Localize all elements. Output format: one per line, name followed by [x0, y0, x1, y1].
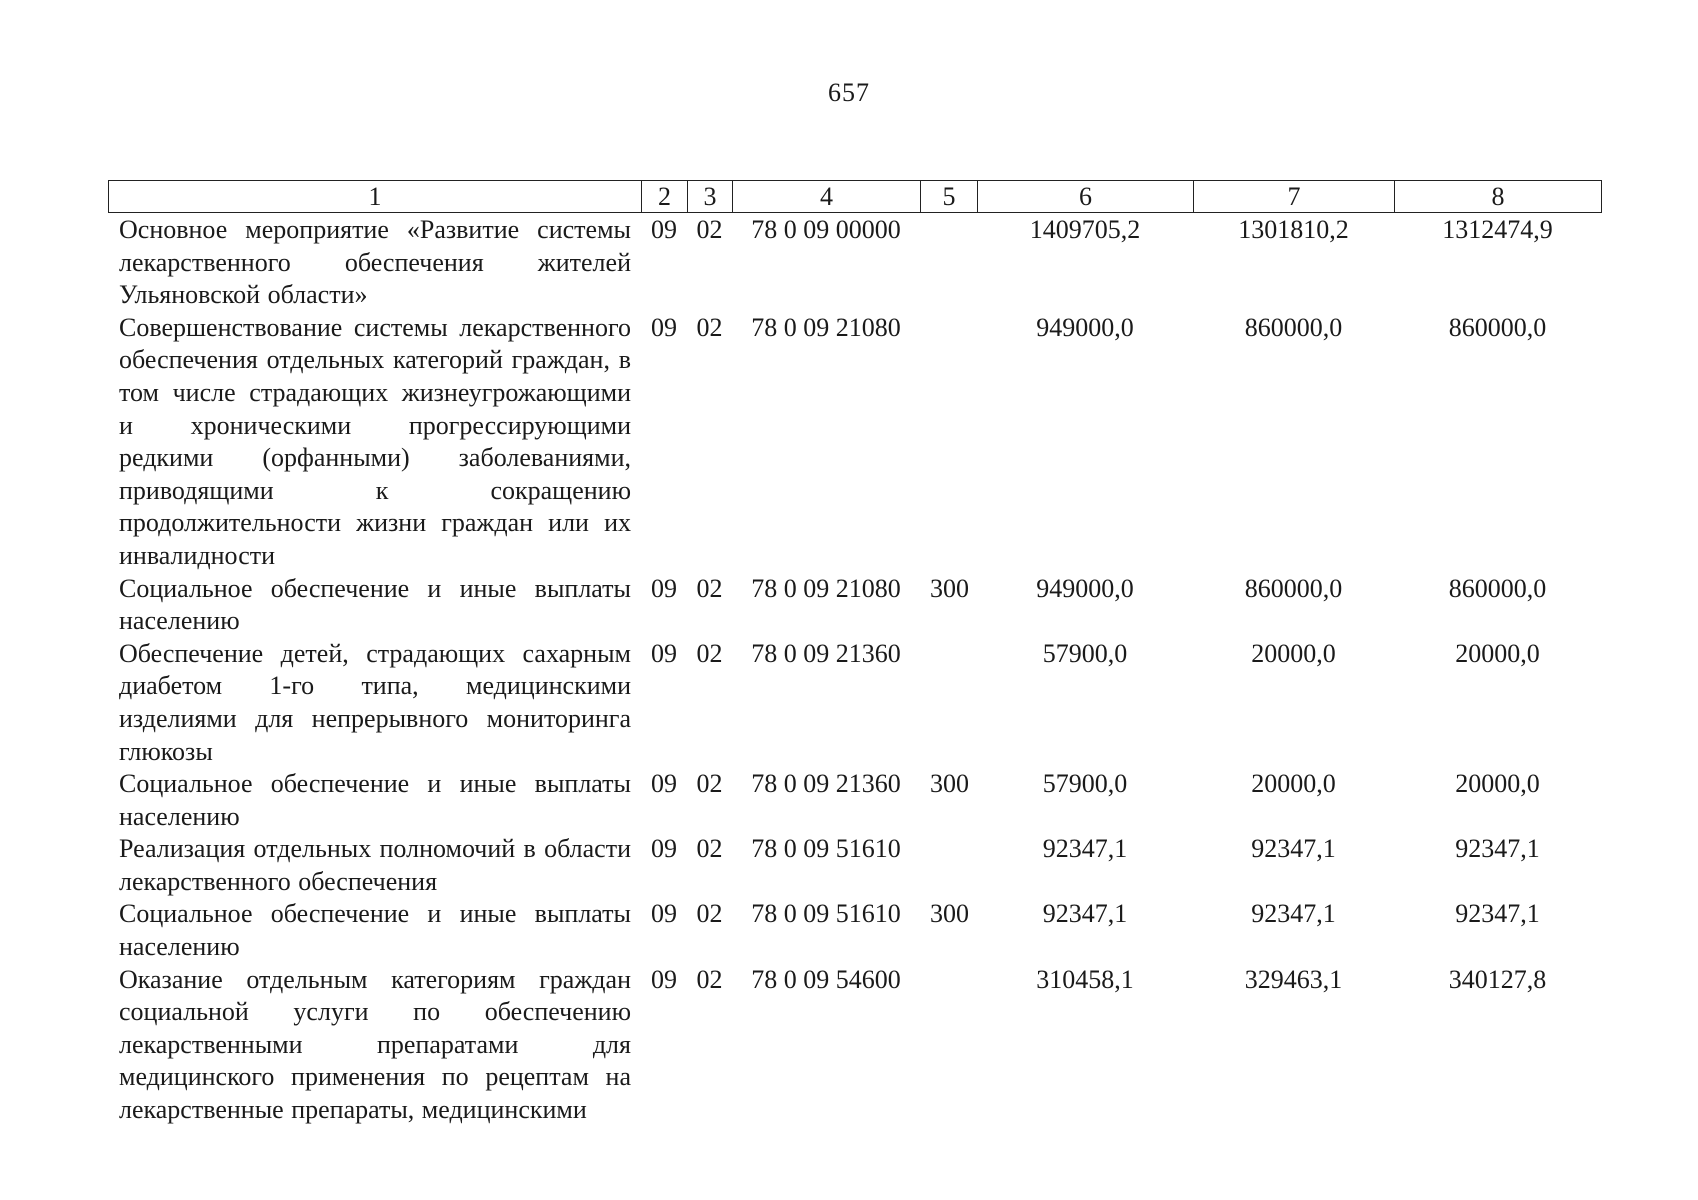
row-name: Социальное обеспечение и иные выплаты населению — [119, 769, 631, 831]
row-amount-col7: 1301810,2 — [1238, 215, 1349, 244]
row-target-code: 78 0 09 21360 — [751, 638, 901, 668]
row-target-code: 78 0 09 21360 — [751, 769, 901, 799]
row-amount-col7: 860000,0 — [1244, 312, 1343, 342]
row-amount-col8: 860000,0 — [1448, 573, 1547, 603]
row-name: Социальное обеспечение и иные выплаты населению — [119, 573, 631, 636]
row-subsection: 02 — [696, 638, 723, 668]
row-amount-col8: 1312474,9 — [1442, 215, 1553, 244]
row-name: Основное мероприятие «Развитие системы лекарственного обеспечения жителей Ульяновской области» — [119, 215, 631, 310]
row-expense-type — [920, 638, 977, 768]
row-amount-col7: 20000,0 — [1251, 769, 1336, 799]
row-subsection: 02 — [696, 769, 723, 799]
row-amount-col8: 20000,0 — [1455, 638, 1540, 668]
row-section: 09 — [651, 899, 677, 929]
table-row — [108, 214, 1601, 312]
row-amount-col6: 949000,0 — [1036, 312, 1134, 342]
row-amount-col6: 57900,0 — [1042, 638, 1128, 668]
table-row — [108, 638, 1601, 768]
row-amount-col6: 92347,1 — [1042, 834, 1128, 864]
row-amount-col7: 92347,1 — [1251, 899, 1336, 929]
row-amount-col8: 20000,0 — [1455, 769, 1540, 799]
row-amount-col6: 949000,0 — [1036, 573, 1134, 603]
row-expense-type: 300 — [930, 573, 969, 603]
table-row — [108, 964, 1601, 1127]
row-expense-type: 300 — [930, 899, 969, 929]
header-col-8: 8 — [1395, 181, 1602, 213]
row-section: 09 — [651, 638, 677, 668]
row-target-code: 78 0 09 51610 — [751, 899, 901, 929]
row-section: 09 — [651, 312, 677, 342]
header-col-5: 5 — [921, 181, 978, 213]
table-row — [108, 898, 1601, 963]
row-subsection: 02 — [696, 215, 723, 244]
row-subsection: 02 — [696, 312, 723, 342]
row-name: Совершенствование системы лекарственного обеспечения отдельных категорий граждан, в том числе страдающих жизнеугрожающими и хроническими прогрессирующими редкими (орфанными) заболеваниями, приводящими к сокращению продолжительности жизни граждан или их инвалидности — [119, 312, 631, 570]
row-amount-col7: 92347,1 — [1251, 834, 1336, 864]
table-row — [108, 312, 1601, 573]
header-col-3: 3 — [688, 181, 733, 213]
row-amount-col8: 92347,1 — [1455, 834, 1540, 864]
row-section: 09 — [651, 215, 677, 244]
row-subsection: 02 — [696, 573, 723, 603]
row-amount-col6: 57900,0 — [1042, 769, 1128, 799]
row-expense-type — [920, 833, 977, 898]
row-amount-col6: 1409705,2 — [1029, 215, 1141, 244]
row-amount-col6: 92347,1 — [1042, 899, 1128, 929]
row-amount-col6: 310458,1 — [1036, 964, 1134, 994]
row-target-code: 78 0 09 21080 — [751, 312, 901, 342]
row-target-code: 78 0 09 54600 — [751, 964, 901, 994]
header-row — [109, 181, 1602, 213]
header-col-2: 2 — [642, 181, 688, 213]
row-section: 09 — [651, 834, 677, 864]
row-amount-col7: 860000,0 — [1244, 573, 1343, 603]
row-amount-col8: 860000,0 — [1448, 312, 1547, 342]
header-col-1: 1 — [109, 181, 642, 213]
row-name: Обеспечение детей, страдающих сахарным диабетом 1-го типа, медицинскими изделиями для непрерывного мониторинга глюкозы — [119, 638, 631, 766]
header-col-4: 4 — [733, 181, 921, 213]
table-row — [108, 573, 1601, 638]
row-expense-type — [920, 312, 977, 573]
table-row — [108, 768, 1601, 833]
row-expense-type: 300 — [930, 769, 969, 799]
row-target-code: 78 0 09 00000 — [751, 215, 901, 244]
row-name: Реализация отдельных полномочий в области лекарственного обеспечения — [119, 834, 631, 896]
page-number: 657 — [828, 78, 870, 107]
row-section: 09 — [651, 769, 677, 799]
row-section: 09 — [651, 964, 677, 994]
header-col-7: 7 — [1194, 181, 1395, 213]
row-target-code: 78 0 09 51610 — [751, 834, 901, 864]
table-row — [108, 833, 1601, 898]
row-expense-type — [920, 964, 977, 1127]
column-header-table — [108, 180, 1602, 213]
row-subsection: 02 — [696, 834, 723, 864]
row-name: Социальное обеспечение и иные выплаты населению — [119, 899, 631, 962]
row-subsection: 02 — [696, 964, 723, 994]
row-amount-col7: 20000,0 — [1251, 638, 1336, 668]
row-target-code: 78 0 09 21080 — [751, 573, 901, 603]
row-subsection: 02 — [696, 899, 723, 929]
row-expense-type — [920, 214, 977, 312]
row-amount-col7: 329463,1 — [1244, 964, 1343, 994]
row-section: 09 — [651, 573, 677, 603]
header-col-6: 6 — [978, 181, 1194, 213]
row-name: Оказание отдельным категориям граждан социальной услуги по обеспечению лекарственными препаратами для медицинского применения по рецептам на лекарственные препараты, медицинскими — [119, 964, 631, 1125]
row-amount-col8: 340127,8 — [1448, 964, 1547, 994]
row-amount-col8: 92347,1 — [1455, 899, 1540, 929]
budget-table — [108, 214, 1601, 1127]
